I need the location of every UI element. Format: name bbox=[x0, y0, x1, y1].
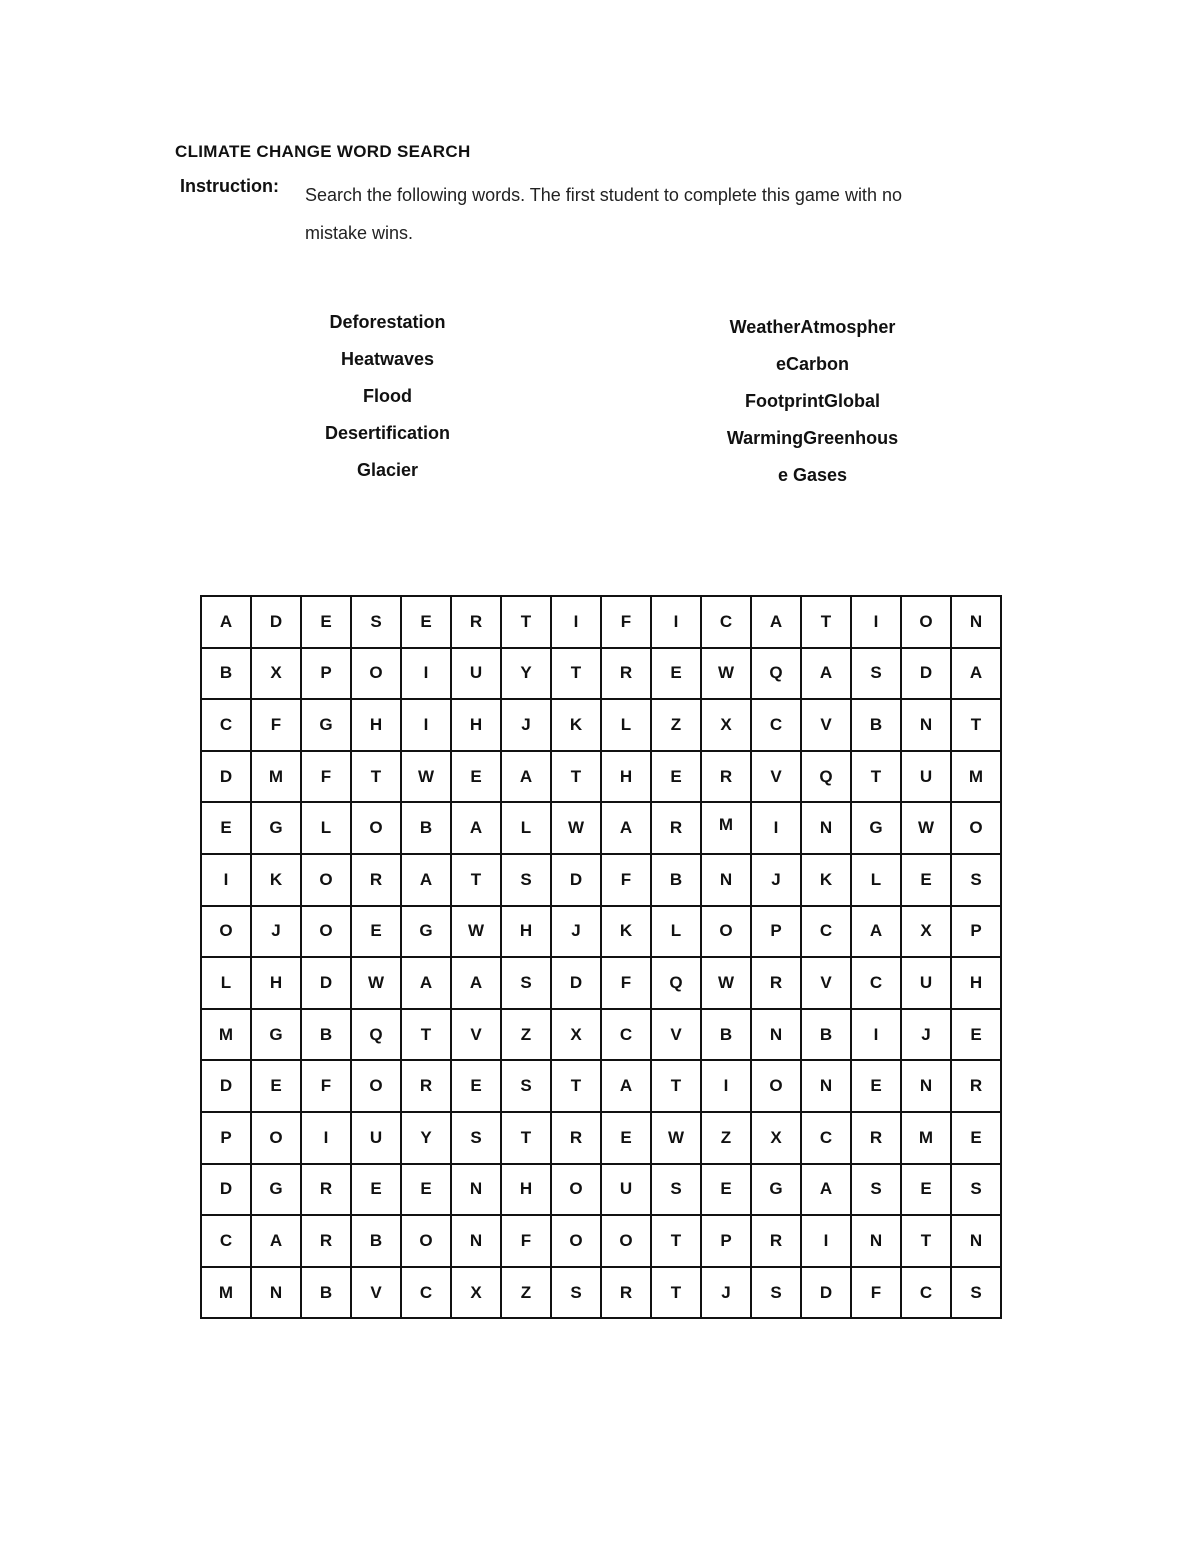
grid-cell: S bbox=[951, 854, 1001, 906]
grid-cell: I bbox=[301, 1112, 351, 1164]
grid-cell: H bbox=[951, 957, 1001, 1009]
word-item: eCarbon bbox=[775, 354, 849, 374]
grid-cell: D bbox=[901, 648, 951, 700]
grid-cell: L bbox=[501, 802, 551, 854]
grid-cell: T bbox=[351, 751, 401, 803]
instruction-text bbox=[305, 176, 1065, 252]
grid-cell: U bbox=[351, 1112, 401, 1164]
grid-cell: D bbox=[201, 751, 251, 803]
grid-cell: E bbox=[951, 1009, 1001, 1061]
grid-cell: G bbox=[251, 802, 301, 854]
grid-cell: F bbox=[251, 699, 301, 751]
grid-cell: O bbox=[551, 1215, 601, 1267]
grid-cell: D bbox=[551, 957, 601, 1009]
grid-cell: R bbox=[351, 854, 401, 906]
grid-cell: S bbox=[651, 1164, 701, 1216]
grid-cell: C bbox=[201, 1215, 251, 1267]
grid-cell: J bbox=[501, 699, 551, 751]
grid-cell: S bbox=[501, 854, 551, 906]
grid-cell: S bbox=[501, 957, 551, 1009]
grid-cell: P bbox=[201, 1112, 251, 1164]
grid-cell: X bbox=[551, 1009, 601, 1061]
grid-cell: Z bbox=[501, 1009, 551, 1061]
grid-cell: S bbox=[851, 1164, 901, 1216]
grid-row bbox=[201, 906, 1001, 958]
grid-cell: N bbox=[251, 1267, 301, 1319]
grid-row bbox=[201, 751, 1001, 803]
word-item: Glacier bbox=[356, 460, 419, 480]
grid-cell: B bbox=[301, 1009, 351, 1061]
grid-cell: M bbox=[201, 1009, 251, 1061]
grid-row bbox=[201, 1215, 1001, 1267]
grid-cell: L bbox=[601, 699, 651, 751]
grid-cell: Q bbox=[801, 751, 851, 803]
grid-cell: P bbox=[751, 906, 801, 958]
grid-row bbox=[201, 699, 1001, 751]
grid-cell: P bbox=[951, 906, 1001, 958]
grid-cell: I bbox=[401, 699, 451, 751]
grid-cell: H bbox=[501, 1164, 551, 1216]
grid-cell: S bbox=[751, 1267, 801, 1319]
grid-cell: N bbox=[951, 1215, 1001, 1267]
grid-cell: D bbox=[201, 1164, 251, 1216]
grid-cell: U bbox=[451, 648, 501, 700]
grid-cell: O bbox=[301, 906, 351, 958]
grid-cell: B bbox=[801, 1009, 851, 1061]
grid-cell: D bbox=[301, 957, 351, 1009]
instruction-line-2: mistake wins. bbox=[305, 223, 414, 243]
grid-cell: W bbox=[451, 906, 501, 958]
grid-cell: B bbox=[301, 1267, 351, 1319]
grid-cell: E bbox=[301, 596, 351, 648]
grid-cell: O bbox=[351, 802, 401, 854]
grid-cell: I bbox=[651, 596, 701, 648]
grid-row bbox=[201, 596, 1001, 648]
grid-cell: E bbox=[451, 751, 501, 803]
grid-cell: O bbox=[351, 648, 401, 700]
grid-cell: X bbox=[751, 1112, 801, 1164]
grid-cell: I bbox=[751, 802, 801, 854]
word-item: WarmingGreenhous bbox=[726, 428, 899, 448]
grid-cell: O bbox=[551, 1164, 601, 1216]
grid-cell: X bbox=[251, 648, 301, 700]
grid-cell: W bbox=[351, 957, 401, 1009]
grid-cell: N bbox=[801, 1060, 851, 1112]
grid-cell: I bbox=[201, 854, 251, 906]
grid-cell: C bbox=[851, 957, 901, 1009]
grid-cell: A bbox=[601, 802, 651, 854]
grid-row bbox=[201, 1009, 1001, 1061]
grid-cell: K bbox=[551, 699, 601, 751]
grid-cell: O bbox=[201, 906, 251, 958]
grid-cell: D bbox=[551, 854, 601, 906]
grid-cell: N bbox=[801, 802, 851, 854]
grid-cell: K bbox=[801, 854, 851, 906]
grid-cell: N bbox=[851, 1215, 901, 1267]
grid-cell: C bbox=[201, 699, 251, 751]
grid-cell: T bbox=[551, 751, 601, 803]
grid-cell: H bbox=[451, 699, 501, 751]
grid-cell: A bbox=[451, 802, 501, 854]
grid-cell: K bbox=[251, 854, 301, 906]
grid-cell: E bbox=[601, 1112, 651, 1164]
grid-cell: E bbox=[951, 1112, 1001, 1164]
grid-cell: F bbox=[601, 596, 651, 648]
grid-cell: S bbox=[951, 1164, 1001, 1216]
grid-cell: O bbox=[601, 1215, 651, 1267]
grid-cell: L bbox=[301, 802, 351, 854]
grid-cell: D bbox=[251, 596, 301, 648]
grid-cell: Q bbox=[751, 648, 801, 700]
grid-cell: R bbox=[701, 751, 751, 803]
grid-cell: R bbox=[301, 1215, 351, 1267]
grid-row bbox=[201, 802, 1001, 854]
grid-cell: E bbox=[451, 1060, 501, 1112]
grid-cell: C bbox=[801, 1112, 851, 1164]
grid-cell: Q bbox=[351, 1009, 401, 1061]
grid-cell: R bbox=[751, 957, 801, 1009]
grid-cell: E bbox=[401, 596, 451, 648]
grid-cell: E bbox=[401, 1164, 451, 1216]
grid-cell: Y bbox=[501, 648, 551, 700]
grid-cell: R bbox=[551, 1112, 601, 1164]
grid-cell: E bbox=[201, 802, 251, 854]
grid-cell: B bbox=[401, 802, 451, 854]
word-search-grid bbox=[200, 595, 1002, 1319]
grid-cell: G bbox=[751, 1164, 801, 1216]
grid-cell: F bbox=[601, 854, 651, 906]
grid-cell: A bbox=[501, 751, 551, 803]
grid-cell: I bbox=[551, 596, 601, 648]
grid-cell: C bbox=[601, 1009, 651, 1061]
grid-cell: G bbox=[851, 802, 901, 854]
grid-cell: J bbox=[751, 854, 801, 906]
grid-cell: T bbox=[851, 751, 901, 803]
grid-cell: X bbox=[901, 906, 951, 958]
grid-row bbox=[201, 1267, 1001, 1319]
grid-cell: O bbox=[351, 1060, 401, 1112]
grid-cell: N bbox=[451, 1164, 501, 1216]
word-list-left bbox=[255, 304, 520, 489]
grid-cell: I bbox=[851, 1009, 901, 1061]
word-item: e Gases bbox=[777, 465, 848, 485]
grid-cell: D bbox=[801, 1267, 851, 1319]
grid-cell: T bbox=[551, 1060, 601, 1112]
grid-cell: R bbox=[951, 1060, 1001, 1112]
grid-row bbox=[201, 1112, 1001, 1164]
grid-cell: R bbox=[401, 1060, 451, 1112]
grid-cell: C bbox=[901, 1267, 951, 1319]
grid-cell: L bbox=[651, 906, 701, 958]
grid-cell: V bbox=[801, 957, 851, 1009]
grid-cell: E bbox=[901, 1164, 951, 1216]
word-item: Desertification bbox=[324, 423, 451, 443]
grid-row bbox=[201, 957, 1001, 1009]
grid-cell: E bbox=[851, 1060, 901, 1112]
grid-cell: S bbox=[501, 1060, 551, 1112]
grid-cell: B bbox=[701, 1009, 751, 1061]
grid-cell: G bbox=[251, 1164, 301, 1216]
grid-cell: M bbox=[701, 802, 751, 854]
instruction-line-1: Search the following words. The first student to complete this game with no bbox=[305, 185, 902, 205]
grid-cell: X bbox=[701, 699, 751, 751]
grid-cell: O bbox=[751, 1060, 801, 1112]
grid-cell: G bbox=[251, 1009, 301, 1061]
grid-cell: R bbox=[601, 648, 651, 700]
grid-cell: N bbox=[901, 1060, 951, 1112]
grid-cell: U bbox=[901, 751, 951, 803]
grid-cell: G bbox=[301, 699, 351, 751]
grid-cell: A bbox=[201, 596, 251, 648]
grid-cell: T bbox=[901, 1215, 951, 1267]
grid-cell: O bbox=[951, 802, 1001, 854]
grid-cell: V bbox=[651, 1009, 701, 1061]
grid-cell: K bbox=[601, 906, 651, 958]
grid-cell: I bbox=[401, 648, 451, 700]
grid-cell: O bbox=[401, 1215, 451, 1267]
word-item: Flood bbox=[363, 386, 412, 406]
grid-cell: S bbox=[351, 596, 401, 648]
grid-cell: E bbox=[351, 1164, 401, 1216]
grid-cell: F bbox=[601, 957, 651, 1009]
word-item: Deforestation bbox=[329, 312, 446, 332]
grid-row bbox=[201, 854, 1001, 906]
grid-cell: O bbox=[701, 906, 751, 958]
grid-cell: C bbox=[701, 596, 751, 648]
grid-row bbox=[201, 1164, 1001, 1216]
page-title: CLIMATE CHANGE WORD SEARCH bbox=[175, 142, 471, 161]
grid-cell: A bbox=[851, 906, 901, 958]
grid-cell: O bbox=[251, 1112, 301, 1164]
grid-cell: F bbox=[501, 1215, 551, 1267]
grid-cell: A bbox=[401, 854, 451, 906]
grid-cell: N bbox=[901, 699, 951, 751]
grid-cell: H bbox=[351, 699, 401, 751]
grid-cell: W bbox=[651, 1112, 701, 1164]
grid-cell: M bbox=[201, 1267, 251, 1319]
grid-cell: C bbox=[801, 906, 851, 958]
grid-cell: R bbox=[451, 596, 501, 648]
grid-cell: R bbox=[851, 1112, 901, 1164]
grid-cell: R bbox=[651, 802, 701, 854]
grid-cell: O bbox=[301, 854, 351, 906]
grid-cell: M bbox=[901, 1112, 951, 1164]
grid-cell: B bbox=[651, 854, 701, 906]
grid-cell: Q bbox=[651, 957, 701, 1009]
grid-cell: J bbox=[701, 1267, 751, 1319]
grid-row bbox=[201, 1060, 1001, 1112]
grid-cell: J bbox=[901, 1009, 951, 1061]
grid-cell: I bbox=[701, 1060, 751, 1112]
grid-cell: A bbox=[251, 1215, 301, 1267]
grid-cell: S bbox=[551, 1267, 601, 1319]
grid-cell: U bbox=[901, 957, 951, 1009]
grid-cell: M bbox=[951, 751, 1001, 803]
grid-cell: D bbox=[201, 1060, 251, 1112]
grid-cell: U bbox=[601, 1164, 651, 1216]
grid-cell: T bbox=[501, 596, 551, 648]
grid-cell: P bbox=[701, 1215, 751, 1267]
grid-cell: S bbox=[951, 1267, 1001, 1319]
grid-cell: W bbox=[701, 957, 751, 1009]
grid-cell: V bbox=[351, 1267, 401, 1319]
grid-cell: E bbox=[351, 906, 401, 958]
grid-cell: E bbox=[651, 751, 701, 803]
grid-cell: T bbox=[401, 1009, 451, 1061]
grid-cell: T bbox=[651, 1060, 701, 1112]
grid-cell: I bbox=[801, 1215, 851, 1267]
grid-cell: H bbox=[501, 906, 551, 958]
grid-cell: A bbox=[401, 957, 451, 1009]
grid-cell: V bbox=[751, 751, 801, 803]
word-item: FootprintGlobal bbox=[745, 391, 880, 411]
grid-cell: Z bbox=[501, 1267, 551, 1319]
grid-cell: Y bbox=[401, 1112, 451, 1164]
grid-cell: R bbox=[751, 1215, 801, 1267]
grid-cell: F bbox=[851, 1267, 901, 1319]
grid-cell: G bbox=[401, 906, 451, 958]
grid-cell: M bbox=[251, 751, 301, 803]
grid-cell: A bbox=[601, 1060, 651, 1112]
word-item: Heatwaves bbox=[340, 349, 435, 369]
grid-cell: S bbox=[851, 648, 901, 700]
grid-cell: R bbox=[301, 1164, 351, 1216]
grid-cell: I bbox=[851, 596, 901, 648]
grid-cell: T bbox=[651, 1267, 701, 1319]
grid-cell: Z bbox=[701, 1112, 751, 1164]
grid-cell: E bbox=[251, 1060, 301, 1112]
grid-cell: J bbox=[251, 906, 301, 958]
grid-cell: F bbox=[301, 1060, 351, 1112]
grid-cell: T bbox=[951, 699, 1001, 751]
grid-cell: W bbox=[701, 648, 751, 700]
grid-cell: E bbox=[651, 648, 701, 700]
grid-cell: Z bbox=[651, 699, 701, 751]
grid-cell: L bbox=[851, 854, 901, 906]
word-item: WeatherAtmospher bbox=[729, 317, 896, 337]
grid-cell: A bbox=[801, 648, 851, 700]
grid-cell: E bbox=[901, 854, 951, 906]
grid-cell: S bbox=[451, 1112, 501, 1164]
word-list-right bbox=[665, 309, 960, 494]
grid-cell: J bbox=[551, 906, 601, 958]
grid-cell: P bbox=[301, 648, 351, 700]
grid-cell: B bbox=[201, 648, 251, 700]
grid-cell: T bbox=[551, 648, 601, 700]
grid-cell: W bbox=[401, 751, 451, 803]
grid-cell: N bbox=[451, 1215, 501, 1267]
grid-cell: H bbox=[601, 751, 651, 803]
grid-cell: R bbox=[601, 1267, 651, 1319]
grid-cell: O bbox=[901, 596, 951, 648]
grid-cell: F bbox=[301, 751, 351, 803]
grid-cell: H bbox=[251, 957, 301, 1009]
grid-cell: V bbox=[801, 699, 851, 751]
grid-cell: N bbox=[751, 1009, 801, 1061]
grid-cell: V bbox=[451, 1009, 501, 1061]
grid-cell: L bbox=[201, 957, 251, 1009]
grid-cell: A bbox=[801, 1164, 851, 1216]
grid-cell: W bbox=[551, 802, 601, 854]
grid-cell: A bbox=[451, 957, 501, 1009]
grid-cell: T bbox=[651, 1215, 701, 1267]
grid-cell: C bbox=[751, 699, 801, 751]
grid-cell: C bbox=[401, 1267, 451, 1319]
grid-cell: A bbox=[751, 596, 801, 648]
grid-cell: N bbox=[701, 854, 751, 906]
grid-cell: N bbox=[951, 596, 1001, 648]
grid-cell: B bbox=[351, 1215, 401, 1267]
grid-row bbox=[201, 648, 1001, 700]
grid-cell: A bbox=[951, 648, 1001, 700]
grid-cell: T bbox=[451, 854, 501, 906]
instruction-label: Instruction: bbox=[180, 176, 279, 196]
grid-cell: E bbox=[701, 1164, 751, 1216]
grid-cell: T bbox=[801, 596, 851, 648]
grid-cell: T bbox=[501, 1112, 551, 1164]
grid-cell: X bbox=[451, 1267, 501, 1319]
grid-cell: B bbox=[851, 699, 901, 751]
grid-cell: W bbox=[901, 802, 951, 854]
